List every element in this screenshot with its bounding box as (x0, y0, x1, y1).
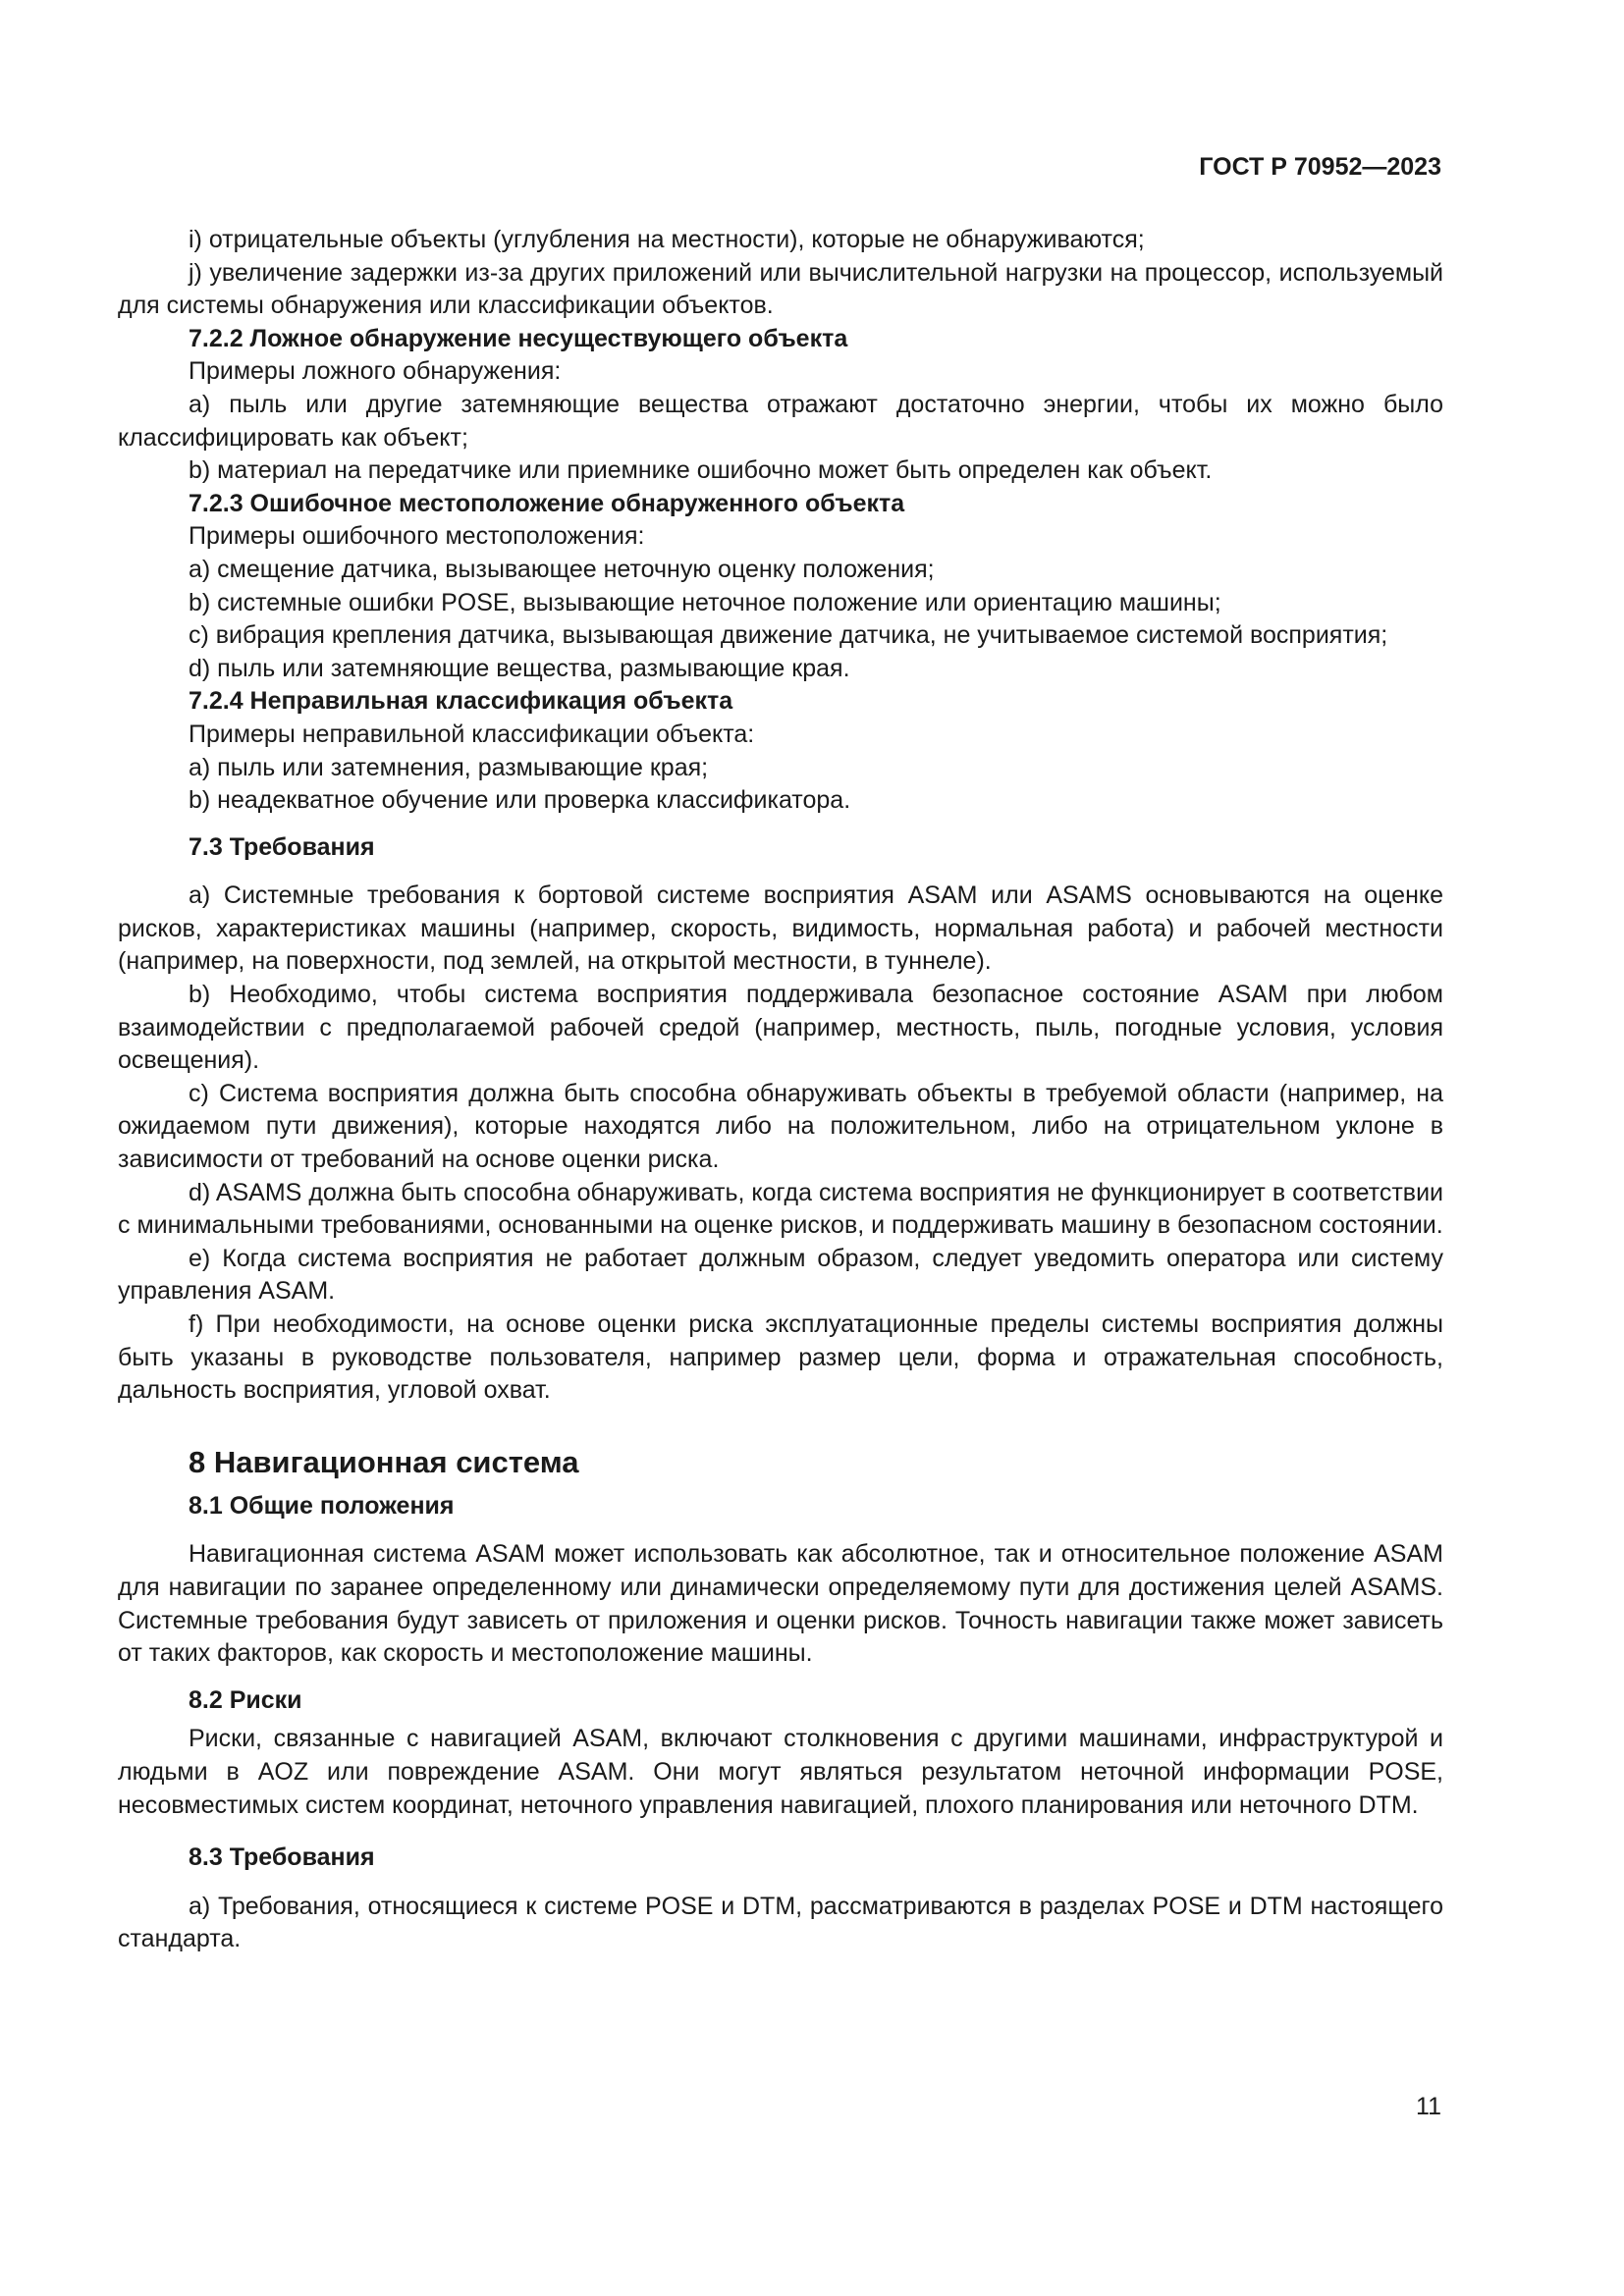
section-heading-8-3: 8.3 Требования (189, 1843, 375, 1872)
list-item-7-2-2-a: а) пыль или другие затемняющие вещества отражают достаточно энергии, чтобы их можно было классифицировать как объект; (118, 390, 1443, 452)
document-header-id: ГОСТ Р 70952—2023 (1199, 153, 1441, 181)
list-item-7-2-2-b: b) материал на передатчике или приемнике ошибочно может быть определен как объект. (189, 456, 1213, 485)
list-item-7-3-b: b) Необходимо, чтобы система восприятия поддерживала безопасное состояние ASAM при любом взаимодействии с предполагаемой рабочей средой (например, местность, пыль, погодные условия, условия освещения). (118, 981, 1443, 1075)
page-number: 11 (1416, 2093, 1441, 2120)
document-body (118, 224, 1443, 1956)
list-item-7-3-c: с) Система восприятия должна быть способна обнаруживать объекты в требуемой области (например, на ожидаемом пути движения), которые находятся либо на положительном, либо на отрицательном уклоне в зависимости от требований на основе оценки риска. (118, 1079, 1443, 1174)
section-heading-7-3: 7.3 Требования (189, 832, 375, 861)
paragraph-intro-7-2-3: Примеры ошибочного местоположения: (189, 522, 645, 551)
list-item-7-2-4-a: а) пыль или затемнения, размывающие края; (189, 753, 709, 781)
list-item-8-3-a: а) Требования, относящиеся к системе POSE и DTM, рассматриваются в разделах POSE и DTM настоящего стандарта. (118, 1892, 1443, 1953)
paragraph-8-2: Риски, связанные с навигацией ASAM, включают столкновения с другими машинами, инфраструктурой и людьми в AOZ или повреждение ASAM. Они могут являться результатом неточной информации POSE, несовместимых систем координат, неточного управления навигацией, плохого планирования или неточного DTM. (118, 1725, 1443, 1819)
list-item-7-2-4-b: b) неадекватное обучение или проверка классификатора. (189, 786, 851, 815)
list-item-7-2-3-d: d) пыль или затемняющие вещества, размывающие края. (189, 654, 850, 682)
list-item-j: j) увеличение задержки из-за других приложений или вычислительной нагрузки на процессор, используемый для системы обнаружения или классификации объектов. (118, 258, 1443, 320)
paragraph-8-1: Навигационная система ASAM может использовать как абсолютное, так и относительное положение ASAM для навигации по заранее определенному или динамически определяемому пути для достижения целей ASAMS. Системные требования будут зависеть от приложения и оценки рисков. Точность навигации также может зависеть от таких факторов, как скорость и местоположение машины. (118, 1540, 1443, 1668)
section-heading-7-2-4: 7.2.4 Неправильная классификация объекта (189, 687, 733, 716)
section-heading-7-2-3: 7.2.3 Ошибочное местоположение обнаруженного объекта (189, 489, 905, 517)
list-item-7-3-a: а) Системные требования к бортовой системе восприятия ASAM или ASAMS основываются на оценке рисков, характеристиках машины (например, скорость, видимость, нормальная работа) и рабочей местности (например, на поверхности, под землей, на открытой местности, в туннеле). (118, 881, 1443, 976)
paragraph-intro-7-2-4: Примеры неправильной классификации объекта: (189, 720, 755, 748)
section-heading-8: 8 Навигационная система (189, 1444, 579, 1479)
list-item-7-3-e: е) Когда система восприятия не работает должным образом, следует уведомить оператора или систему управления ASAM. (118, 1244, 1443, 1306)
section-heading-7-2-2: 7.2.2 Ложное обнаружение несуществующего объекта (189, 324, 848, 352)
list-item-7-3-d: d) ASAMS должна быть способна обнаруживать, когда система восприятия не функционирует в соответствии с минимальными требованиями, основанными на оценке рисков, и поддерживать машину в безопасном состоянии. (118, 1178, 1443, 1240)
paragraph-intro-7-2-2: Примеры ложного обнаружения: (189, 357, 562, 386)
list-item-7-2-3-b: b) системные ошибки POSE, вызывающие неточное положение или ориентацию машины; (189, 588, 1221, 616)
list-item-7-2-3-a: а) смещение датчика, вызывающее неточную оценку положения; (189, 555, 935, 583)
list-item-i: i) отрицательные объекты (углубления на местности), которые не обнаруживаются; (189, 226, 1145, 253)
section-heading-8-1: 8.1 Общие положения (189, 1491, 455, 1520)
list-item-7-3-f: f) При необходимости, на основе оценки риска эксплуатационные пределы системы восприятия должны быть указаны в руководстве пользователя, например размер цели, форма и отражательная способность, дальность восприятия, угловой охват. (118, 1310, 1443, 1405)
section-heading-8-2: 8.2 Риски (189, 1685, 302, 1714)
list-item-7-2-3-c: с) вибрация крепления датчика, вызывающая движение датчика, не учитываемое системой восприятия; (189, 621, 1388, 650)
